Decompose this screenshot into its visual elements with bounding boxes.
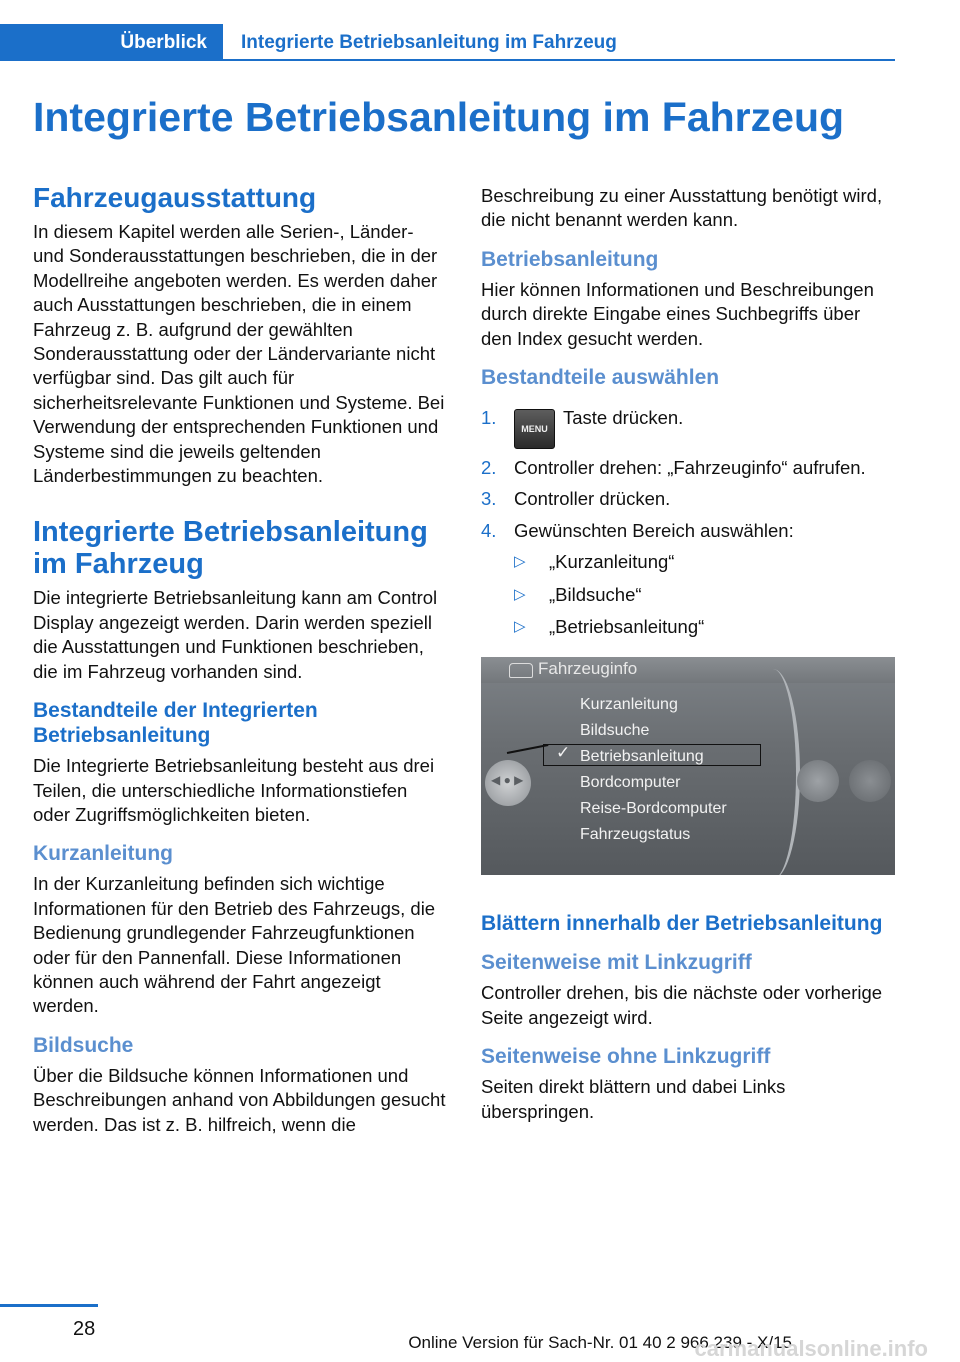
screen-menu-item: Fahrzeugstatus bbox=[580, 826, 691, 844]
substep-item: ▷ „Bildsuche“ bbox=[514, 583, 896, 607]
para-kurzanleitung: In der Kurzanleitung befinden sich wichtige Informationen für den Betrieb des Fahrzeugs, die Bedienung grundlegender Fahrzeugfunktionen oder für den Pannenfall. Diese Informationen können auch während der Fahrt angezeigt werden. bbox=[33, 873, 436, 1017]
heading-fahrzeugausstattung: Fahrzeugausstattung bbox=[33, 182, 317, 213]
display-icon bbox=[849, 760, 891, 802]
step-item: 1. MENUTaste drücken. bbox=[481, 406, 896, 449]
header-rule bbox=[223, 59, 895, 61]
page-number: 28 bbox=[73, 1318, 96, 1340]
menu-key-icon: MENU bbox=[514, 409, 555, 449]
screen-menu bbox=[580, 692, 727, 848]
watermark: carmanualsonline.info bbox=[694, 1336, 928, 1361]
step-item: 3. Controller drücken. bbox=[481, 488, 671, 510]
para-mit-linkzugriff: Controller drehen, bis die nächste oder vorherige Seite angezeigt wird. bbox=[481, 982, 883, 1028]
para-ohne-linkzugriff: Seiten direkt blättern und dabei Links überspringen. bbox=[481, 1076, 786, 1122]
triangle-bullet-icon: ▷ bbox=[514, 585, 526, 603]
screen-menu-item: Betriebsanleitung bbox=[580, 748, 704, 766]
page-header bbox=[0, 24, 895, 61]
substep-item: ▷ „Kurzanleitung“ bbox=[514, 550, 896, 574]
heading-integrierte: Integrierte Betriebsanleitung im Fahrzeug bbox=[33, 516, 428, 581]
heading-kurzanleitung: Kurzanleitung bbox=[33, 842, 173, 866]
breadcrumb: Integrierte Betriebsanleitung im Fahrzeug bbox=[241, 32, 617, 53]
left-column bbox=[33, 182, 448, 1137]
page-title: Integrierte Betriebsanleitung im Fahrzeug bbox=[33, 94, 845, 140]
heading-blaettern: Blättern innerhalb der Betriebsanleitung bbox=[481, 912, 883, 936]
footer-rule bbox=[0, 1304, 98, 1307]
heading-betriebsanleitung: Betriebsanleitung bbox=[481, 247, 659, 271]
section-tab: Überblick bbox=[0, 24, 223, 61]
page-icon bbox=[797, 760, 839, 802]
heading-bildsuche: Bildsuche bbox=[33, 1033, 134, 1057]
screen-menu-item: Kurzanleitung bbox=[580, 696, 678, 714]
heading-ohne-linkzugriff: Seitenweise ohne Linkzugriff bbox=[481, 1045, 771, 1069]
scroll-arc bbox=[746, 669, 800, 875]
para-fahrzeugausstattung: In diesem Kapitel werden alle Serien-, Länder- und Sonderausstattungen beschrieben, die in der Modellreihe angeboten werden. Es werden daher auch Ausstattungen beschrieben, die in einem Fahrzeug z. B. aufgrund der gewählten Sonderausstattung oder der Ländervariante nicht verfügbar sind. Das gilt auch für sicherheitsrelevante Funktionen und Systeme. Bei Verwendung der entsprechenden Funktionen und Systeme sind die jeweils geltenden Länderbestimmungen zu beachten. bbox=[33, 221, 445, 487]
heading-bestandteile: Bestandteile der Integrierten Betriebsanleitung bbox=[33, 699, 318, 748]
para-continued: Beschreibung zu einer Ausstattung benötigt wird, die nicht benannt werden kann. bbox=[481, 185, 883, 231]
para-betriebsanleitung: Hier können Informationen und Beschreibungen durch direkte Eingabe eines Suchbegriffs über den Index gesucht werden. bbox=[481, 278, 874, 349]
screen-menu-item: Bordcomputer bbox=[580, 774, 681, 792]
triangle-bullet-icon: ▷ bbox=[514, 618, 526, 636]
para-bildsuche: Über die Bildsuche können Informationen und Beschreibungen anhand von Abbildungen gesucht werden. Das ist z. B. hilfreich, wenn die bbox=[33, 1064, 446, 1135]
para-bestandteile: Die Integrierte Betriebsanleitung besteht aus drei Teilen, die unterschiedliche Informationstiefen oder Zugriffsmöglichkeiten bieten. bbox=[33, 755, 435, 825]
knob-arrows-icon: ◀ ● ▶ bbox=[491, 773, 524, 788]
screen-title: Fahrzeuginfo bbox=[538, 659, 638, 679]
heading-mit-linkzugriff: Seitenweise mit Linkzugriff bbox=[481, 951, 752, 975]
car-icon bbox=[509, 663, 533, 678]
checkmark-icon: ✓ bbox=[556, 743, 571, 763]
screen-menu-item: Bildsuche bbox=[580, 722, 650, 740]
control-display-screenshot bbox=[481, 657, 895, 875]
heading-auswaehlen: Bestandteile auswählen bbox=[481, 366, 720, 390]
screen-menu-item: Reise-Bordcomputer bbox=[580, 800, 727, 818]
step-item: 4. Gewünschten Bereich auswählen: ▷ „Kurzanleitung“ ▷ „Bildsuche“ ▷ „Betriebsanleitung“ bbox=[481, 519, 896, 640]
step-item: 2. Controller drehen: „Fahrzeuginfo“ aufrufen. bbox=[481, 457, 866, 479]
right-column bbox=[481, 184, 896, 1124]
step-list bbox=[481, 406, 896, 639]
substep-list bbox=[514, 550, 896, 639]
online-version: Online Version für Sach-Nr. 01 40 2 966 239 - X/15 bbox=[408, 1333, 792, 1352]
para-integrierte: Die integrierte Betriebsanleitung kann am Control Display angezeigt werden. Darin werden speziell die Ausstattungen und Funktionen beschrieben, die im Fahrzeug vorhanden sind. bbox=[33, 587, 438, 682]
substep-item: ▷ „Betriebsanleitung“ bbox=[514, 615, 896, 639]
triangle-bullet-icon: ▷ bbox=[514, 553, 526, 571]
